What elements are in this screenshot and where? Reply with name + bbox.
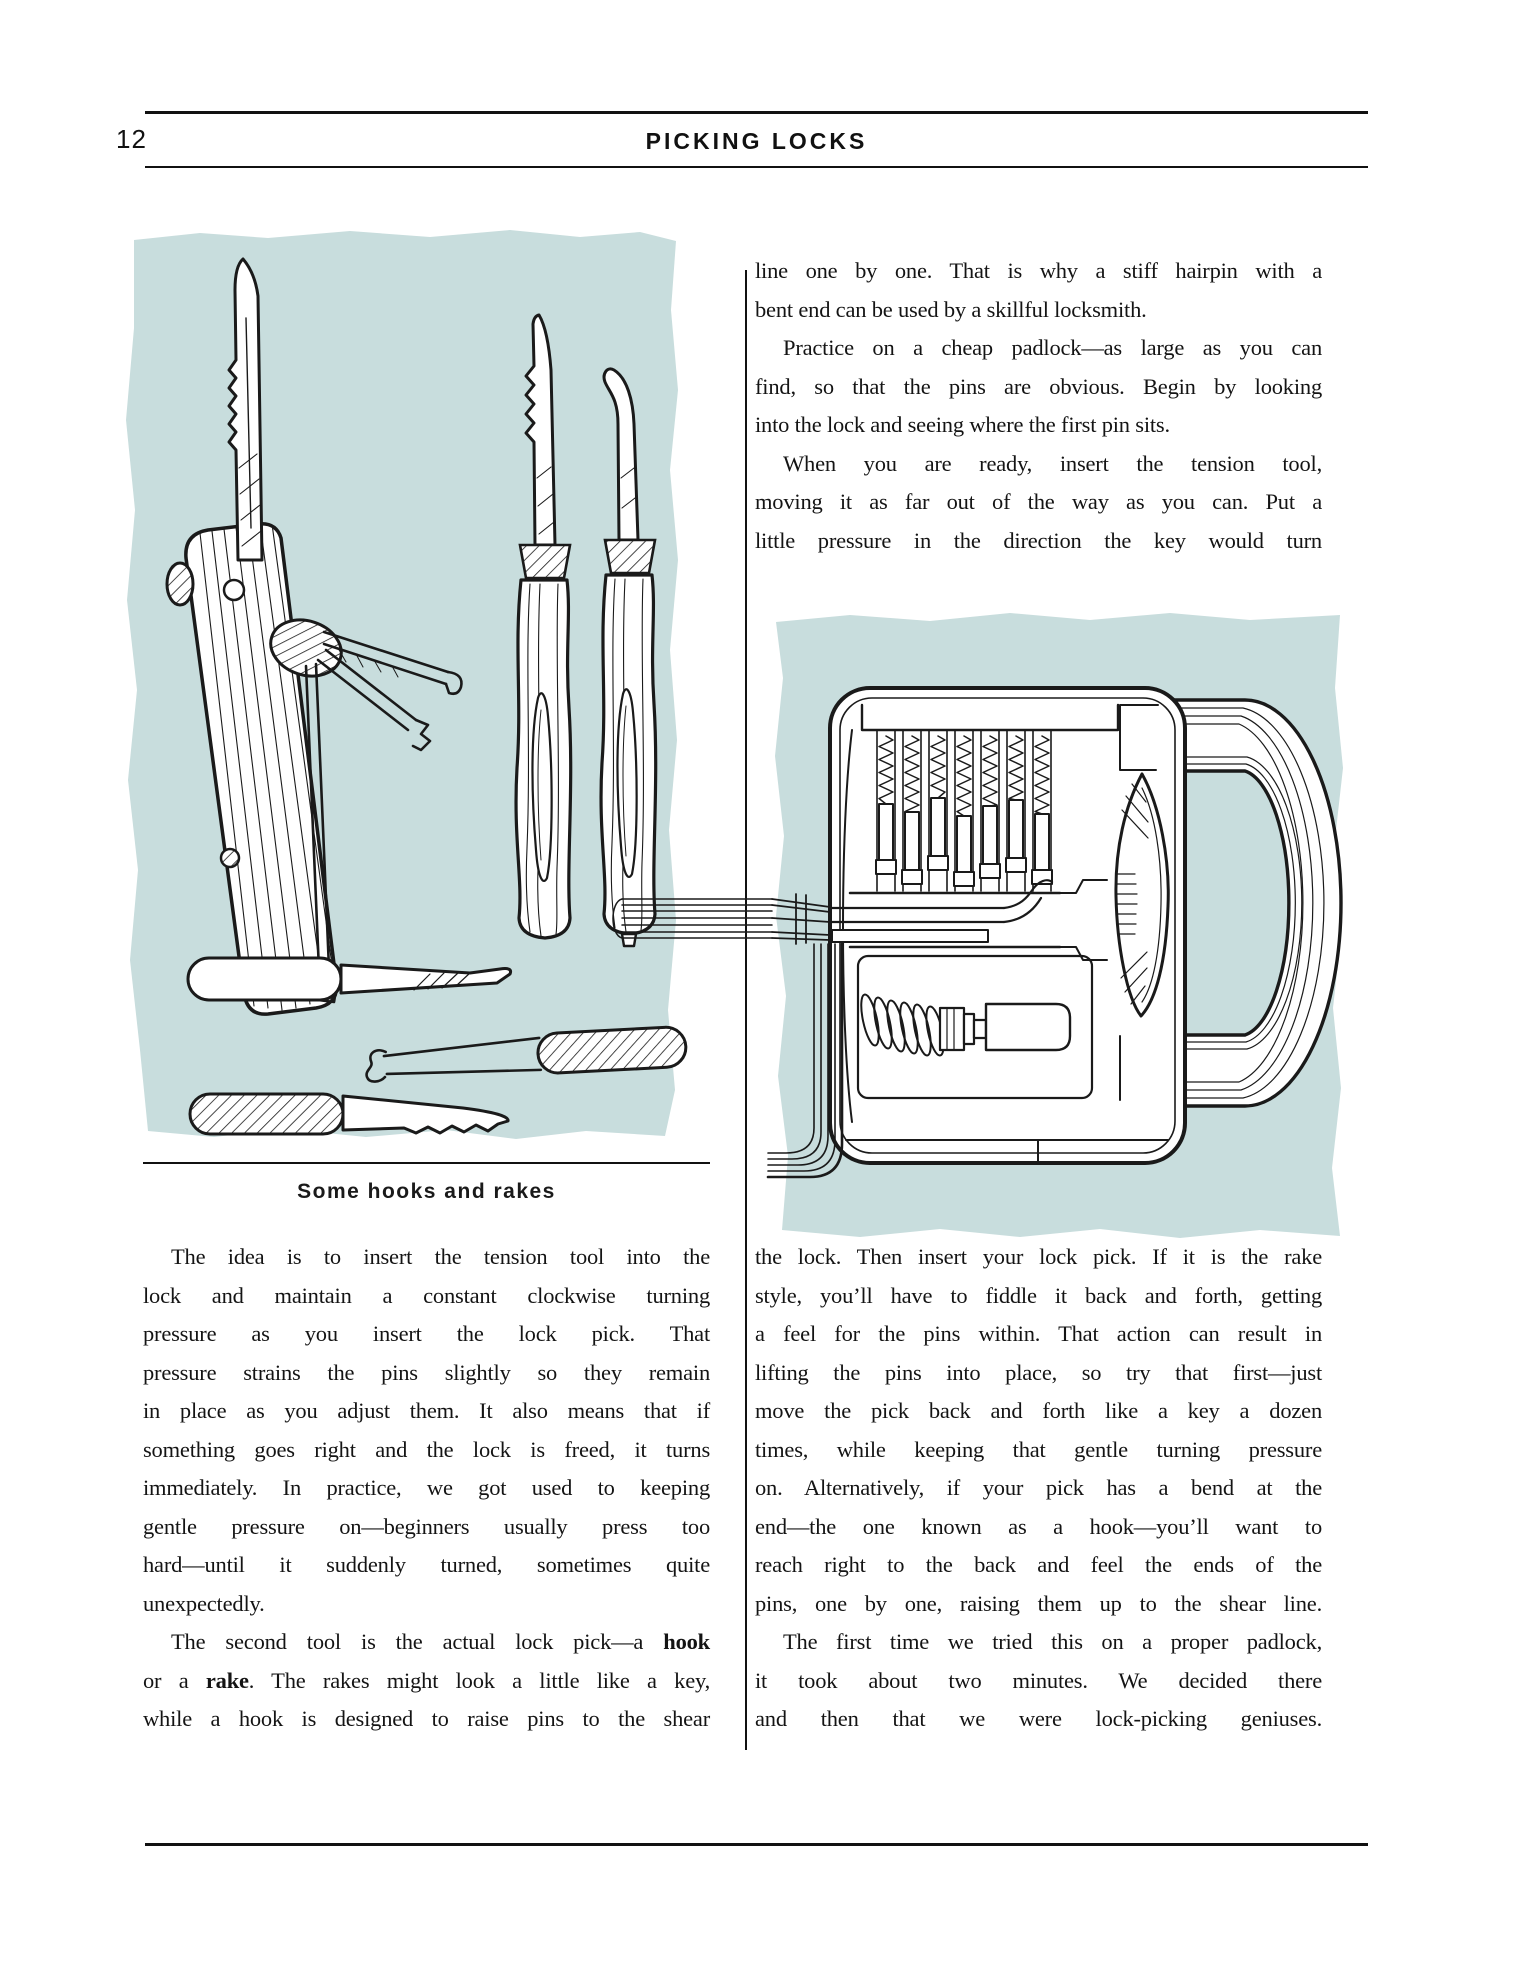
handle-groove (532, 693, 551, 881)
right-column-top-text: line one by one. That is why a stiff hairpin with a bent end can be used by a skillful locksmith. Practice on a cheap padlock—as large as you can find, so that the pins are obvious. Begin by looking into the lock and seeing where the first pin sits. When you are ready, insert the tension tool, moving it as far out of the way as you can. Put a little pressure in the direction the key would turn (755, 258, 1322, 553)
rivet (224, 580, 244, 600)
ferrule (605, 540, 655, 573)
bolt-bar (986, 1004, 1070, 1050)
header-rule-top (145, 111, 1368, 114)
header-rule-bottom (145, 166, 1368, 168)
left-column-text: The idea is to insert the tension tool into the lock and maintain a constant clockwise turning pressure as you insert the lock pick. That pressure strains the pins slightly so they remain in place as you adjust them. It also means that if something goes right and the lock is freed, it turns immediately. In practice, we got used to keeping gentle pressure on—beginners usually press too hard—until it suddenly turned, sometimes quite unexpectedly. The second tool is the actual lock pick—a hook or a rake. The rakes might look a little like a key, while a hook is designed to raise pins to the shear (143, 1244, 711, 1731)
thumb-stud (167, 563, 193, 605)
plunger (940, 1008, 964, 1050)
ferrule (520, 545, 570, 578)
figure-caption: Some hooks and rakes (297, 1180, 556, 1203)
page-number: 12 (116, 124, 147, 154)
running-header: PICKING LOCKS (645, 128, 868, 154)
footer-rule (145, 1843, 1368, 1846)
right-column-bottom-text: the lock. Then insert your lock pick. If it is the rake style, you’ll have to fiddle it back and forth, getting a feel for the pins within. That action can result in lifting the pins into place, so try that first—just move the pick back and forth like a key a dozen times, while keeping that gentle turning pressure on. Alternatively, if your pick has a bend at the end—the one known as a hook—you’ll want to reach right to the back and feel the ends of the pins, one by one, raising them up to the shear line. The first time we tried this on a proper padlock, it took about two minutes. We decided there and then that we were lock-picking geniuses. (755, 1244, 1322, 1731)
padlock-illustration (600, 608, 1410, 1253)
rivet (221, 849, 239, 867)
